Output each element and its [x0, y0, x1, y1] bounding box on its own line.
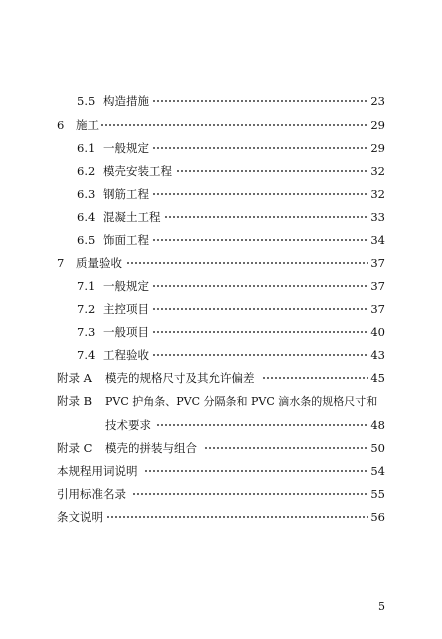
toc-entry-number: 6 [57, 118, 65, 132]
toc-entry-page: 33 [370, 210, 385, 224]
toc-entry[interactable] [0, 321, 442, 343]
toc-leader-dots [152, 239, 368, 241]
toc-entry-title: 主控项目 [103, 302, 149, 316]
toc-entry-page: 45 [370, 371, 385, 385]
toc-leader-dots [164, 216, 368, 218]
page-number: 5 [378, 600, 385, 613]
toc-entry-page: 56 [370, 510, 385, 524]
toc-entry-title: 一般项目 [103, 325, 149, 339]
toc-entry-title: 一般规定 [103, 279, 149, 293]
toc-entry-title: 模壳的拼装与组合 [105, 441, 197, 455]
toc-leader-dots [132, 493, 368, 495]
toc-entry-number: 7.4 [77, 348, 96, 362]
toc-entry-title: 钢筋工程 [103, 187, 149, 201]
toc-entry-title: 饰面工程 [103, 233, 149, 247]
toc-entry-number: 6.4 [77, 210, 96, 224]
toc-entry-title: 条文说明 [57, 510, 103, 524]
toc-entry-page: 29 [370, 141, 385, 155]
toc-entry-number: 7 [57, 256, 65, 270]
toc-leader-dots [126, 262, 368, 264]
toc-entry-page: 55 [370, 487, 385, 501]
toc-entry-number: 6.5 [77, 233, 96, 247]
toc-entry-number: 附录 C [57, 441, 93, 455]
toc-entry-page: 37 [370, 302, 385, 316]
toc-entry-number: 7.1 [77, 279, 96, 293]
toc-leader-dots [204, 447, 368, 449]
toc-entry-number: 6.2 [77, 164, 96, 178]
toc-leader-dots [152, 331, 368, 333]
toc-leader-dots [152, 308, 368, 310]
toc-entry-number: 5.5 [77, 94, 96, 108]
toc-entry-number: 附录 B [57, 394, 93, 408]
toc-entry-title: 引用标准名录 [57, 487, 126, 501]
toc-leader-dots [156, 424, 368, 426]
toc-entry-title: 混凝土工程 [103, 210, 161, 224]
toc-entry-title: 模壳的规格尺寸及其允许偏差 [105, 371, 255, 385]
toc-leader-dots [152, 354, 368, 356]
toc-entry-title: 构造措施 [103, 94, 149, 108]
toc-entry-page: 50 [370, 441, 385, 455]
toc-leader-dots [152, 100, 368, 102]
toc-entry-title: 质量验收 [76, 256, 122, 270]
toc-entry-title: 施工 [76, 118, 99, 132]
toc-entry[interactable] [0, 160, 442, 182]
toc-entry[interactable] [0, 367, 442, 389]
toc-entry[interactable] [0, 414, 442, 436]
toc-entry-page: 32 [370, 164, 385, 178]
toc-entry-title: 工程验收 [103, 348, 149, 362]
toc-entry-page: 37 [370, 279, 385, 293]
toc-entry-title: 模壳安装工程 [103, 164, 172, 178]
toc-leader-dots [152, 285, 368, 287]
toc-entry-number: 6.1 [77, 141, 96, 155]
toc-entry[interactable] [0, 90, 442, 112]
toc-entry[interactable] [0, 390, 442, 412]
toc-entry[interactable] [0, 183, 442, 205]
toc-entry-page: 40 [370, 325, 385, 339]
toc-leader-dots [106, 516, 368, 518]
toc-entry-title: PVC 护角条、PVC 分隔条和 PVC 滴水条的规格尺寸和 [105, 395, 378, 408]
toc-entry-page: 23 [370, 94, 385, 108]
toc-entry-number: 7.3 [77, 325, 96, 339]
toc-entry[interactable] [0, 483, 442, 505]
toc-entry[interactable] [0, 460, 442, 482]
toc-leader-dots [176, 170, 368, 172]
toc-entry-page: 48 [370, 418, 385, 432]
toc-leader-dots [100, 124, 368, 126]
toc-entry-number: 6.3 [77, 187, 96, 201]
toc-entry[interactable] [0, 252, 442, 274]
toc-entry-number: 附录 A [57, 371, 92, 385]
toc-entry-page: 43 [370, 348, 385, 362]
toc-entry[interactable] [0, 298, 442, 320]
toc-entry-title: 一般规定 [103, 141, 149, 155]
toc-entry[interactable] [0, 206, 442, 228]
toc-leader-dots [262, 377, 368, 379]
toc-leader-dots [152, 147, 368, 149]
toc-entry-page: 34 [370, 233, 385, 247]
toc-entry[interactable] [0, 344, 442, 366]
toc-entry-page: 37 [370, 256, 385, 270]
toc-entry[interactable] [0, 137, 442, 159]
toc-leader-dots [144, 470, 368, 472]
toc-entry[interactable] [0, 229, 442, 251]
toc-entry-title: 本规程用词说明 [57, 464, 138, 478]
toc-entry-title: 技术要求 [105, 418, 151, 432]
toc-entry[interactable] [0, 275, 442, 297]
toc-entry[interactable] [0, 437, 442, 459]
toc-leader-dots [152, 193, 368, 195]
toc-entry-number: 7.2 [77, 302, 96, 316]
toc-entry-page: 32 [370, 187, 385, 201]
toc-entry[interactable] [0, 114, 442, 136]
toc-entry-page: 29 [370, 118, 385, 132]
toc-entry-page: 54 [370, 464, 385, 478]
toc-entry[interactable] [0, 506, 442, 528]
